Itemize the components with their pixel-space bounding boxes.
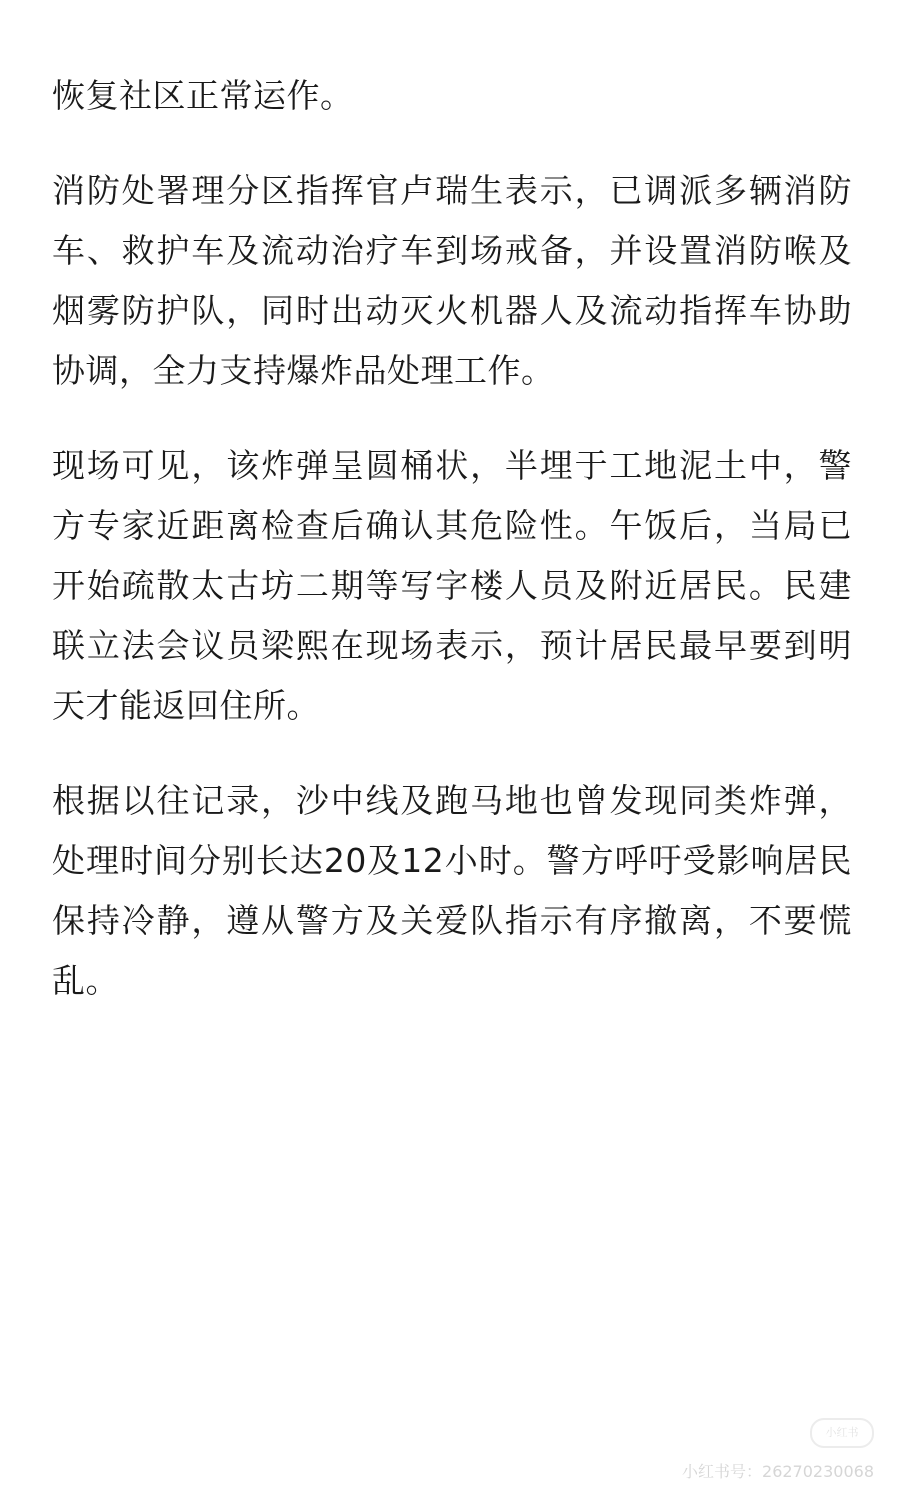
paragraph-4: 根据以往记录，沙中线及跑马地也曾发现同类炸弹，处理时间分别长达20及12小时。警方呼吁受影响居民保持冷静，遵从警方及关爱队指示有序撤离，不要慌乱。	[52, 781, 852, 1000]
paragraph-1: 恢复社区正常运作。	[52, 76, 354, 115]
watermark-logo: 小红书	[810, 1418, 874, 1448]
paragraph-2: 消防处署理分区指挥官卢瑞生表示，已调派多辆消防车、救护车及流动治疗车到场戒备，并设置消防喉及烟雾防护队，同时出动灭火机器人及流动指挥车协助协调，全力支持爆炸品处理工作。	[52, 171, 852, 390]
article-body	[52, 66, 852, 1011]
watermark-id: 小红书号：26270230068	[682, 1462, 874, 1481]
paragraph-3: 现场可见，该炸弹呈圆桶状，半埋于工地泥土中，警方专家近距离检查后确认其危险性。午饭后，当局已开始疏散太古坊二期等写字楼人员及附近居民。民建联立法会议员梁熙在现场表示，预计居民最早要到明天才能返回住所。	[52, 446, 852, 725]
